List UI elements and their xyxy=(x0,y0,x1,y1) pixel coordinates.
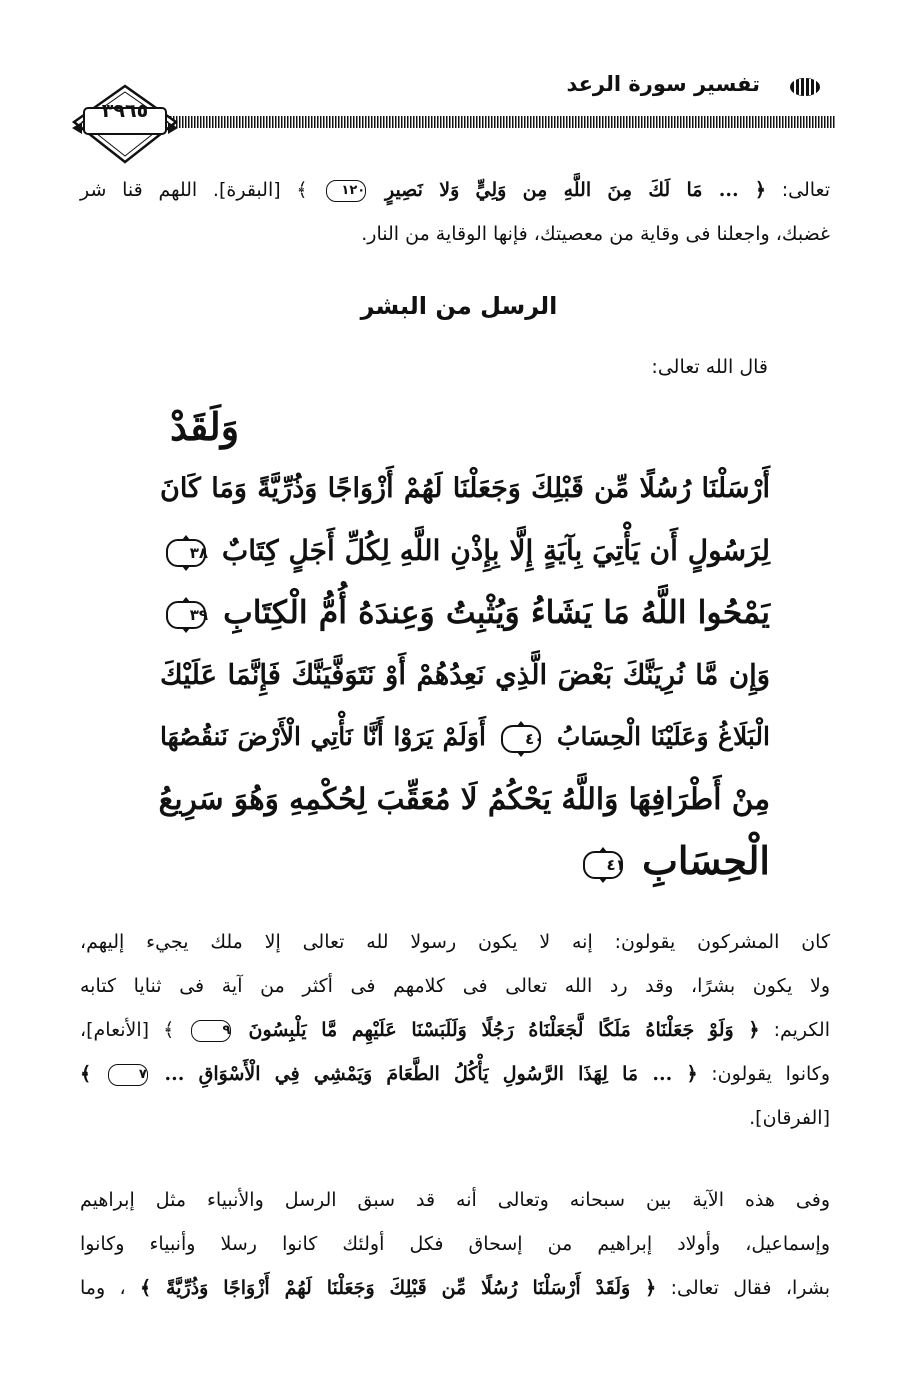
ayah-number: ٤١ xyxy=(606,855,625,874)
ayah-number: ٣٩ xyxy=(189,605,208,624)
para2-reference: ﴾ [الأنعام]، xyxy=(80,1019,175,1041)
para3-line2: وإسماعيل، وأولاد إبراهيم من إسحاق فكل أولئك كانوا رسلا وأنبياء وكانوا xyxy=(80,1233,830,1255)
verse-number-marker: ٩ xyxy=(191,1020,231,1042)
quran-line-1: أَرْسَلْنَا رُسُلًا مِّن قَبْلِكَ وَجَعَلْنَا لَهُمْ أَزْوَاجًا وَذُرِّيَّةً وَمَا كَانَ xyxy=(160,473,770,504)
quote-intro: قال الله تعالى: xyxy=(651,356,768,378)
quran-text: وَلَقَدْ xyxy=(170,404,240,449)
paragraph-1 xyxy=(80,168,830,256)
para3-text: بشرا، فقال تعالى: xyxy=(670,1277,830,1299)
para2-line1: كان المشركون يقولون: إنه لا يكون رسولا لله تعالى إلا ملك يجيء إليهم، xyxy=(80,931,830,953)
quran-text: الْبَلَاغُ وَعَلَيْنَا الْحِسَابُ xyxy=(556,722,770,751)
ayah-number-marker xyxy=(499,721,543,757)
para2-quote: ﴿ ... مَا لِهَذَا الرَّسُولِ يَأْكُلُ الطَّعَامَ وَيَمْشِي فِي الْأَسْوَاقِ ... xyxy=(164,1063,698,1085)
para2-quote: ﴿ وَلَوْ جَعَلْنَاهُ مَلَكًا لَّجَعَلْنَاهُ رَجُلًا وَلَلَبَسْنَا عَلَيْهِم مَّا يَلْبِسُونَ xyxy=(248,1019,760,1041)
para2-text: وكانوا يقولون: xyxy=(711,1063,831,1085)
quran-line-3 xyxy=(160,582,770,644)
page-number: ٣٩٦٥ xyxy=(101,100,149,122)
header-divider-rule xyxy=(170,116,836,128)
paragraph-3 xyxy=(80,1178,830,1310)
quran-line-0 xyxy=(160,396,770,458)
para3-text-end: ، وما xyxy=(80,1277,126,1299)
verse-number-marker: ٧ xyxy=(108,1064,148,1086)
para2-line4 xyxy=(80,1052,830,1096)
quran-line-5 xyxy=(160,706,770,768)
quran-text: أَوَلَمْ يَرَوْا أَنَّا نَأْتِي الْأَرْضَ نَنقُصُهَا xyxy=(160,722,486,751)
header-ornament-icon xyxy=(788,76,822,98)
para1-reference: ﴾ [البقرة]. اللهم قنا شر xyxy=(80,179,308,201)
para1-quote: ﴿ ... مَا لَكَ مِنَ اللَّهِ مِن وَلِيٍّ وَلا نَصِيرٍ xyxy=(384,179,766,201)
para3-line3 xyxy=(80,1266,830,1310)
para2-quote-end: ﴾ xyxy=(80,1063,92,1085)
quran-verses-block xyxy=(160,396,770,892)
para2-line2: ولا يكون بشرًا، وقد رد الله تعالى فى كلامهم فى أكثر من آية فى ثنايا كتابه xyxy=(80,975,830,997)
quran-text: الْحِسَابِ xyxy=(642,838,770,883)
para2-line5: [الفرقان]. xyxy=(749,1107,830,1129)
page-number-badge-icon xyxy=(70,84,180,166)
section-heading: الرسل من البشر xyxy=(360,292,558,320)
paragraph-2 xyxy=(80,920,830,1140)
para3-line1: وفى هذه الآية بين سبحانه وتعالى أنه قد سبق الرسل والأنبياء مثل إبراهيم xyxy=(80,1189,830,1211)
para1-line2: غضبك، واجعلنا فى وقاية من معصيتك، فإنها الوقاية من النار. xyxy=(361,223,830,245)
verse-number-marker: ١٢٠ xyxy=(326,180,366,202)
quran-line-4: وَإِن مَّا نُرِيَنَّكَ بَعْضَ الَّذِي نَعِدُهُمْ أَوْ نَتَوَفَّيَنَّكَ فَإِنَّمَا عَلَيْكَ xyxy=(160,659,770,691)
para1-intro: تعالى: xyxy=(781,179,831,201)
quran-line-7 xyxy=(160,830,770,892)
para3-quote: ﴿ وَلَقَدْ أَرْسَلْنَا رُسُلًا مِّن قَبْلِكَ وَجَعَلْنَا لَهُمْ أَزْوَاجًا وَذُرِّيَّةً ﴾ xyxy=(139,1277,657,1299)
quran-text: لِرَسُولٍ أَن يَأْتِيَ بِآيَةٍ إِلَّا بِإِذْنِ اللَّهِ لِكُلِّ أَجَلٍ كِتَابٌ xyxy=(221,534,771,567)
ayah-number-marker xyxy=(164,597,208,633)
ayah-number-marker xyxy=(581,847,625,883)
ayah-number-marker xyxy=(164,535,208,571)
ayah-number: ٣٨ xyxy=(189,543,208,562)
quran-line-2 xyxy=(160,520,770,582)
page-header xyxy=(70,60,850,160)
ayah-number: ٤٠ xyxy=(525,729,544,748)
quran-text: يَمْحُوا اللَّهُ مَا يَشَاءُ وَيُثْبِتُ وَعِندَهُ أُمُّ الْكِتَابِ xyxy=(223,594,771,631)
para2-text: الكريم: xyxy=(773,1019,830,1041)
chapter-title: تفسير سورة الرعد xyxy=(566,72,760,96)
para2-line3 xyxy=(80,1008,830,1052)
quran-line-6: مِنْ أَطْرَافِهَا وَاللَّهُ يَحْكُمُ لَا مُعَقِّبَ لِحُكْمِهِ وَهُوَ سَرِيعُ xyxy=(158,781,770,816)
